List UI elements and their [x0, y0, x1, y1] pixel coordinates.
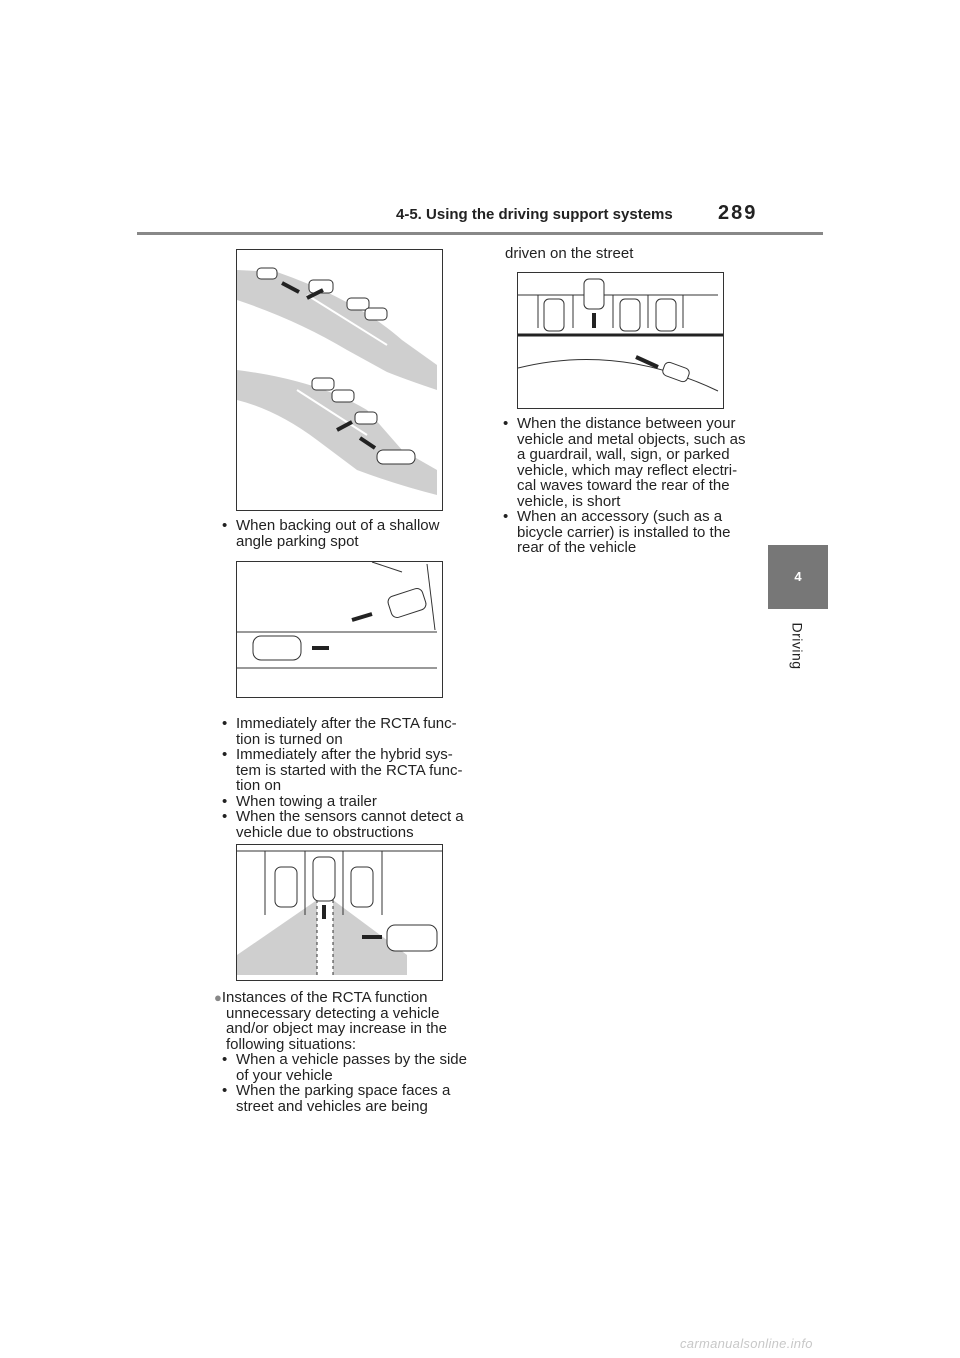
chapter-tab: 4: [768, 545, 828, 609]
page-number: 289: [718, 202, 758, 224]
figure-obstructions: [236, 844, 443, 981]
continuation-line: driven on the street: [505, 245, 634, 262]
bullet-list-right: [495, 416, 755, 556]
list-item: • When the parking space faces a street and vehicles are being: [214, 1083, 469, 1114]
list-item: • When a vehicle passes by the side of your vehicle: [214, 1052, 469, 1083]
list-item: • When backing out of a shallow angle parking spot: [214, 518, 469, 549]
list-item: • Immediately after the hybrid sys-tem is started with the RCTA func-tion on: [214, 747, 469, 794]
bullet-list-3: [214, 990, 469, 1114]
list-item: • When the sensors cannot detect a vehicle due to obstructions: [214, 809, 469, 840]
list-item: • When an accessory (such as a bicycle carrier) is installed to the rear of the vehicle: [495, 509, 755, 556]
watermark: carmanualsonline.info: [680, 1336, 813, 1351]
figure-angle-parking: [236, 561, 443, 698]
chapter-label-text: Driving: [789, 622, 806, 670]
list-item: • Immediately after the RCTA func-tion is turned on: [214, 716, 469, 747]
chapter-label: [768, 616, 828, 676]
figure-curved-road: [236, 249, 443, 511]
figure-street-facing-parking: [517, 272, 724, 409]
list-item: • When towing a trailer: [214, 794, 469, 810]
bullet-list-1: [214, 518, 469, 549]
bullet-list-2: [214, 716, 469, 840]
section-title: 4-5. Using the driving support systems: [396, 206, 673, 223]
circle-bullet-icon: ●: [214, 990, 222, 1005]
header-divider: [137, 232, 823, 235]
circle-item-text: Instances of the RCTA function unnecessary detecting a vehicle and/or object may increase in the following situations:: [221, 989, 447, 1053]
list-item: • When the distance between your vehicle and metal objects, such as a guardrail, wall, sign, or parked vehicle, which may reflect electri-cal waves toward the rear of the vehicle, is short: [495, 416, 755, 509]
continuation-text: [505, 246, 760, 262]
